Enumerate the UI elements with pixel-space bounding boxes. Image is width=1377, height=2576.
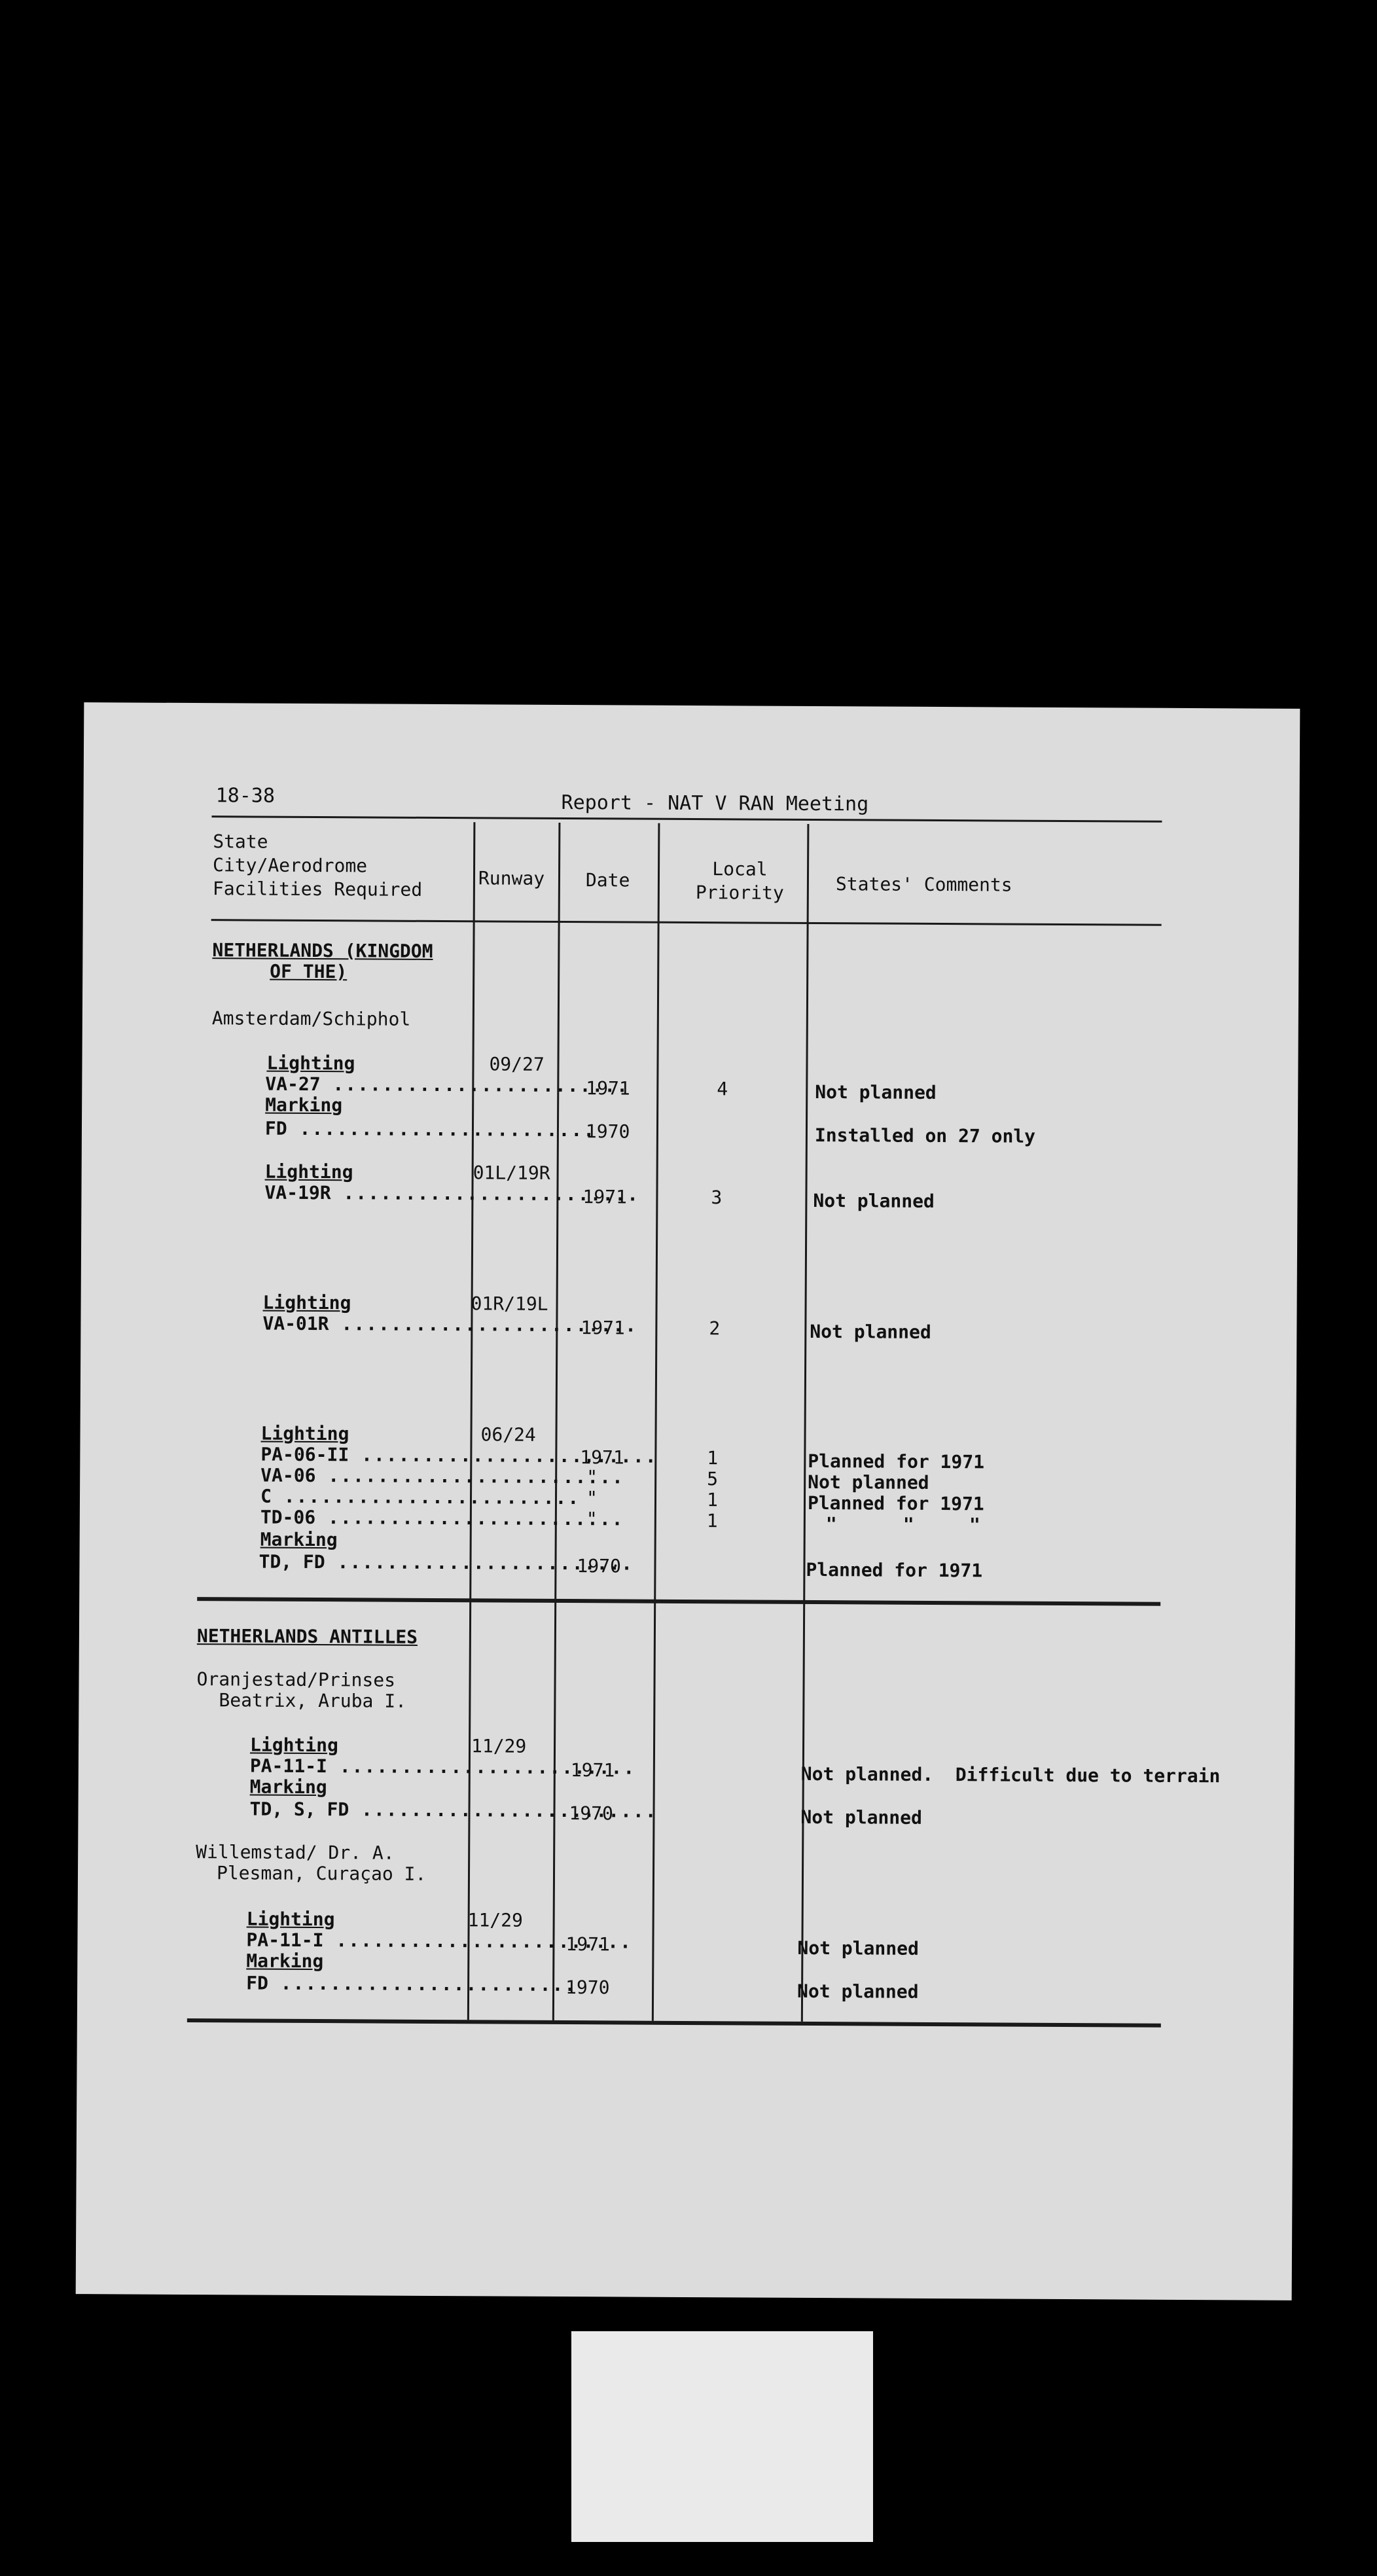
comment-cell: Not planned xyxy=(810,1320,931,1343)
comment-cell: Planned for 1971 xyxy=(807,1492,984,1515)
comment-cell: " " " xyxy=(825,1513,980,1536)
date-cell: 1971 xyxy=(586,1077,630,1100)
facility-item: VA-01R ..... xyxy=(262,1314,637,1336)
runway-cell: 11/29 xyxy=(467,1909,524,1931)
header-state-col: State City/Aerodrome Facilities Required xyxy=(212,831,423,901)
facility-item: VA-19R ..... xyxy=(264,1183,639,1206)
runway-cell: 11/29 xyxy=(471,1735,527,1757)
date-cell: " xyxy=(586,1508,598,1530)
aerodrome-name: Willemstad/ Dr. A. xyxy=(196,1841,395,1864)
facility-group: Marking xyxy=(249,1776,327,1798)
col-divider-date xyxy=(552,823,561,2020)
aerodrome-name: Oranjestad/Prinses xyxy=(196,1668,396,1691)
comment-cell: Not planned xyxy=(813,1189,935,1212)
priority-cell: 2 xyxy=(709,1317,721,1340)
comment-cell: Not planned xyxy=(797,1937,919,1959)
header-runway: Runway xyxy=(478,867,545,889)
aerodrome-name: Beatrix, Aruba I. xyxy=(219,1689,407,1712)
facility-group: Marking xyxy=(265,1094,343,1117)
comment-cell: Not planned xyxy=(815,1081,937,1103)
priority-cell: 3 xyxy=(711,1187,723,1209)
priority-cell: 4 xyxy=(717,1078,728,1100)
comment-cell: Not planned xyxy=(800,1806,922,1829)
comment-cell: Not planned xyxy=(808,1471,929,1494)
comment-cell: Planned for 1971 xyxy=(806,1558,983,1582)
col-divider-comments xyxy=(801,824,810,2022)
date-cell: 1971 xyxy=(570,1759,615,1781)
comment-cell: Installed on 27 only xyxy=(814,1124,1036,1147)
runway-cell: 01R/19L xyxy=(471,1293,548,1315)
runway-cell: 06/24 xyxy=(480,1423,536,1446)
aerodrome-name: Plesman, Curaçao I. xyxy=(216,1862,427,1885)
facility-item: VA-27 ..... xyxy=(265,1074,629,1097)
priority-cell: 1 xyxy=(706,1489,718,1511)
date-cell: " xyxy=(586,1487,598,1509)
priority-cell: 1 xyxy=(706,1510,718,1532)
facility-item: FD ..... xyxy=(265,1118,596,1141)
facility-item: PA-11-I ..... xyxy=(246,1929,632,1952)
page-number: 18-38 xyxy=(215,784,276,808)
date-cell: 1970 xyxy=(577,1555,622,1577)
facility-group: Lighting xyxy=(260,1422,349,1445)
section-rule xyxy=(197,1597,1160,1606)
runway-cell: 09/27 xyxy=(489,1053,545,1075)
facility-item: C ..... xyxy=(260,1486,580,1509)
date-cell: 1971 xyxy=(582,1186,627,1208)
facility-item: TD, S, FD ..... xyxy=(249,1799,657,1822)
runway-cell: 01L/19R xyxy=(473,1162,550,1184)
aerodrome-name: Amsterdam/Schiphol xyxy=(211,1007,411,1030)
date-cell: 1971 xyxy=(581,1317,625,1339)
header-comments: States' Comments xyxy=(835,873,1012,896)
header-rule xyxy=(211,919,1162,926)
facility-item: PA-11-I ..... xyxy=(250,1756,636,1779)
facility-group: Marking xyxy=(246,1950,324,1973)
date-cell: 1970 xyxy=(569,1802,614,1825)
running-head: Report - NAT V RAN Meeting xyxy=(561,791,869,816)
header-date: Date xyxy=(585,869,630,891)
facility-item: VA-06 ..... xyxy=(260,1465,624,1488)
state-heading: NETHERLANDS ANTILLES xyxy=(196,1625,418,1648)
comment-cell: Not planned xyxy=(796,1980,919,2003)
facility-group: Lighting xyxy=(264,1160,353,1183)
state-heading: NETHERLANDS (KINGDOM xyxy=(212,939,433,962)
date-cell: 1971 xyxy=(580,1446,624,1469)
facility-group: Marking xyxy=(260,1528,338,1551)
facility-group: Lighting xyxy=(266,1052,355,1075)
priority-cell: 1 xyxy=(707,1447,719,1469)
date-cell: " xyxy=(586,1466,598,1488)
facility-group: Lighting xyxy=(249,1734,338,1757)
header-priority: Local Priority xyxy=(695,858,784,904)
priority-cell: 5 xyxy=(707,1468,719,1490)
facility-item: TD, FD ..... xyxy=(259,1552,634,1575)
facility-group: Lighting xyxy=(246,1908,335,1931)
comment-cell: Planned for 1971 xyxy=(808,1450,985,1473)
date-cell: 1970 xyxy=(585,1120,630,1143)
col-divider-runway xyxy=(467,822,476,2020)
comment-cell: Not planned. Difficult due to terrain xyxy=(800,1762,1221,1787)
bottom-rule xyxy=(187,2018,1161,2028)
facility-item: TD-06 ..... xyxy=(260,1507,624,1530)
col-divider-priority xyxy=(652,823,660,2021)
blank-card xyxy=(571,2331,873,2542)
date-cell: 1970 xyxy=(565,1977,610,1999)
facility-group: Lighting xyxy=(262,1291,351,1314)
state-heading: OF THE) xyxy=(270,960,348,983)
top-rule xyxy=(211,815,1162,823)
document-page xyxy=(76,702,1300,2300)
facility-item: PA-06-II ..... xyxy=(260,1444,657,1467)
date-cell: 1971 xyxy=(565,1933,610,1956)
facility-item: FD ..... xyxy=(246,1973,577,1995)
